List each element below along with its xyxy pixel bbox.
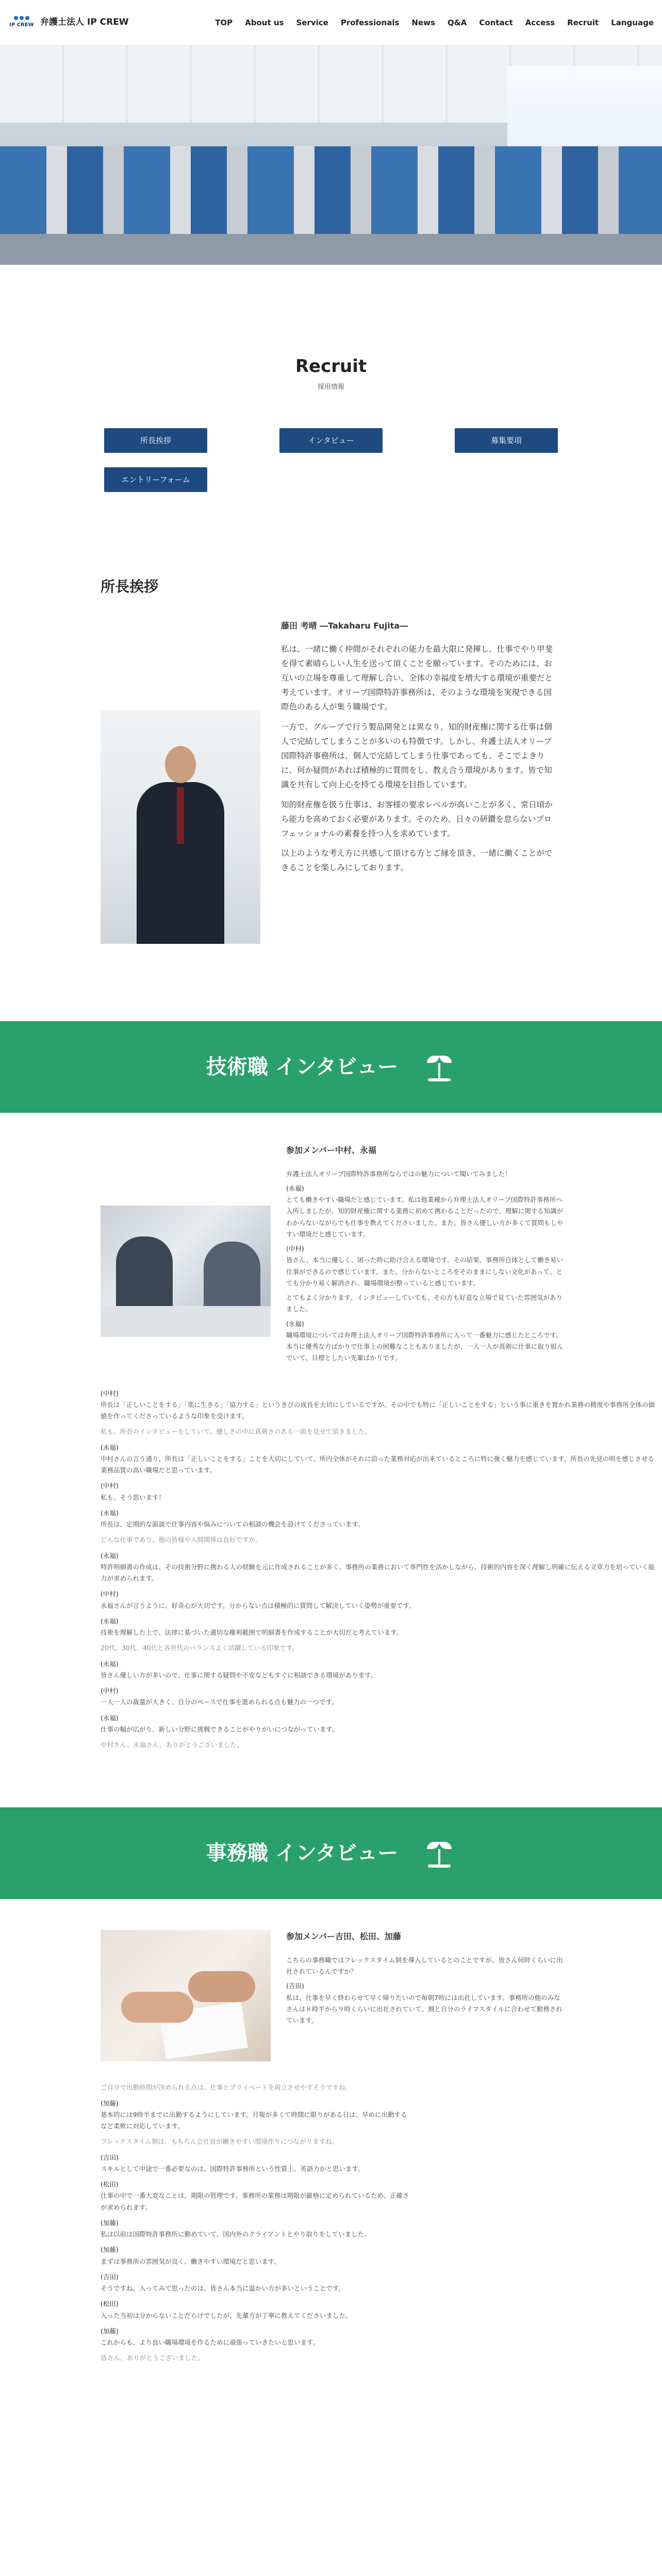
qa-block: (加藤) まずは事務所の雰囲気が良く、働きやすい環境だと思います。 bbox=[101, 2246, 280, 2265]
nav-item-access[interactable]: Access bbox=[525, 18, 555, 27]
qa-block: 私も、所長のインタビューをしていて、優しさの中に真剣さのある一面を見せて頂きました。 bbox=[101, 1428, 371, 1436]
office-interview-top bbox=[101, 1930, 662, 2061]
tech-interview-body bbox=[101, 1388, 655, 1751]
greeting-paragraph: 私は、一緒に働く仲間がそれぞれの能力を最大限に発揮し、仕事でやり甲斐を得て素晴らしい人生を送って頂くことを願っています。そのためには、お互いの立場を尊重して理解し合い、全体の幸福度を増大する環境が重要だと考えています。オリーブ国際特許事務所は、そのような環境を実現できる国際色のある人が集う職場です。 bbox=[281, 644, 553, 712]
greeting-button[interactable]: 所長挨拶 bbox=[104, 428, 207, 453]
director-photo bbox=[101, 710, 260, 944]
nav-item-news[interactable]: News bbox=[411, 18, 435, 27]
nav-item-professionals[interactable]: Professionals bbox=[340, 18, 400, 27]
interview-button[interactable]: インタビュー bbox=[279, 428, 383, 453]
qa-block: (松田) 仕事の中で一番大変なことは、期限の管理です。事務所の業務は期限が厳格に定められているため、正確さが求められます。 bbox=[101, 2180, 409, 2211]
qa-block: 中村さん、永福さん、ありがとうございました。 bbox=[101, 1741, 243, 1749]
office-interview-body bbox=[101, 2082, 410, 2364]
qa-block: (中村) 皆さん、本当に優しく、困った時に助け合える環境です。その結果、事務所自体として働き易い仕事ができるので感じています。また、分からないところをそのままにしない文化があって、とても分かり易く解消され、職場環境が整っていると感じています。 bbox=[286, 1245, 564, 1287]
hero-office-image bbox=[0, 45, 662, 265]
qa-block: (永福) 中村さんの言う通り、所長は「正しいことをする」ことを大切にしていて、所内全体がそれに沿った業務対応が出来ているところに特に強く魅力を感じています。所長の先見の明を感じさせる業務品質の高い職場だと思っています。 bbox=[101, 1443, 654, 1475]
qa-block: ご自分で出勤時間が決められる点は、仕事とプライベートを両立させやすそうですね。 bbox=[101, 2083, 352, 2092]
page-title-block bbox=[0, 352, 662, 393]
ip-crew-logo-icon bbox=[8, 10, 35, 35]
qa-block: とてもよく分かります。インタビューしていても、その方も好意な立場で見ていた雰囲気がありました。 bbox=[286, 1294, 563, 1313]
nav-item-contact[interactable]: Contact bbox=[479, 18, 513, 27]
qa-block: (永福) 所長は、定期的な面談で仕事内容や悩みについての相談の機会を設けてくださっています。 bbox=[101, 1509, 365, 1529]
tech-intro: 弁護士法人オリーブ国際特許事務所ならではの魅力について聞いてみました！ bbox=[286, 1170, 511, 1178]
page-title: Recruit bbox=[295, 356, 367, 377]
qa-block: (松田) 入った当初は分からないことだらけでしたが、先輩方が丁寧に教えてくださいました。 bbox=[101, 2300, 352, 2319]
nav-item-qa[interactable]: Q&A bbox=[447, 18, 467, 27]
qa-block: (中村) 私も、そう思います！ bbox=[101, 1482, 166, 1501]
office-intro: こちらの事務職ではフレックスタイム制を導入しているとのことですが、皆さん何時くらいに出社されているんですか？ bbox=[286, 1956, 563, 1976]
office-interview-title: 事務職 インタビュー bbox=[206, 1841, 399, 1866]
qa-block: どんな仕事であり、他の皆様や人間関係は良好ですか。 bbox=[101, 1536, 262, 1544]
anchor-buttons bbox=[0, 428, 662, 492]
nav-item-recruit[interactable]: Recruit bbox=[567, 18, 599, 27]
site-header bbox=[0, 0, 662, 45]
greeting-section bbox=[101, 619, 662, 944]
greeting-paragraph: 知的財産権を扱う仕事は、お客様の要求レベルが高いことが多く、常日頃から能力を高めておく必要があります。そのため、日々の研鑽を怠らないプロフェッショナルの素養を持つ人を求めています。 bbox=[281, 800, 553, 839]
nav-item-service[interactable]: Service bbox=[296, 18, 328, 27]
greeting-heading: 所長挨拶 bbox=[101, 578, 159, 596]
qa-block: (永福) 特許明細書の作成は、その技術分野に携わる人の経験を元に作成されることが多く、事務所の業務において専門性を活かしながら、技術的内容を深く理解し明確に伝える文章力を培っていく能力が求められます。 bbox=[101, 1551, 655, 1583]
qa-block: (永福) 皆さん優しい方が多いので、仕事に関する疑問や不安などもすぐに相談できる環境があります。 bbox=[101, 1659, 377, 1679]
sprout-icon bbox=[423, 1050, 456, 1083]
qa-block: (永福) 仕事の幅が広がり、新しい分野に挑戦できることがやりがいにつながっています。 bbox=[101, 1714, 339, 1733]
sprout-icon bbox=[423, 1837, 456, 1870]
greeting-text bbox=[281, 619, 559, 944]
qa-block: 20代、30代、40代と各世代のバランスよく活躍している印象です。 bbox=[101, 1644, 299, 1652]
greeting-paragraph: 一方で、グループで行う製品開発とは異なり、知的財産権に関する仕事は個人で完結してしまうことが多いのも特徴です。しかし、弁護士法人オリーブ国際特許事務所は、個人で完結してしまう仕事であっても、そこでよきりに、何か疑問があれば積極的に質問をし、教え合う環境があります。皆で知識を共有して向上心を持てる環境を目指しています。 bbox=[281, 722, 552, 790]
logo[interactable] bbox=[8, 10, 129, 35]
logo-text: IP CREW bbox=[9, 22, 34, 28]
nav-item-top[interactable]: TOP bbox=[215, 18, 233, 27]
firm-name: 弁護士法人 IP CREW bbox=[40, 16, 129, 27]
qa-block: (加藤) 基本的には9時半までに出勤するようにしています。月報が多くて時間に限りがある日は、早めに出勤するなど柔軟に対応しています。 bbox=[101, 2099, 407, 2130]
qa-block: (永福) 技術を理解した上で、法律に基づいた適切な権利範囲で明細書を作成することが大切だと考えています。 bbox=[101, 1617, 403, 1637]
qa-block: (吉田) スキルとして中途で一番必要なのは、国際特許事務所という性質上、英語力かと思います。 bbox=[101, 2153, 365, 2173]
qa-block: (吉田) そうですね。入ってみて思ったのは、皆さん本当に温かい方が多いということです。 bbox=[101, 2273, 345, 2293]
nav-item-language[interactable]: Language bbox=[611, 18, 654, 27]
office-interview-photo bbox=[101, 1930, 271, 2061]
nav-item-about[interactable]: About us bbox=[245, 18, 284, 27]
office-interview-band bbox=[0, 1807, 662, 1899]
qa-block: (吉田) 私は、仕事を早く終わらせて早く帰りたいので毎朝7時には出社しています。事務所の他のみなさんは８時半から９時くらいに出社されていて、割と自分のライフスタイルに合わせて勤務されています。 bbox=[286, 1982, 562, 2025]
tech-interview-photo bbox=[101, 1206, 271, 1337]
tech-interview-side bbox=[286, 1144, 565, 1367]
qa-block: (永福) とても働きやすい職場だと感じています。私は他業種から弁理士法人オリーブ国際特許事務所へ入所しましたが、知的財産権に関する業務に初めて携わることだったので、理解に関する知識がわからないながらでも仕事を教えてくださいました。また、皆さん優しい方が多くて質問もしやすい環境だと感じています。 bbox=[286, 1184, 564, 1238]
qa-block: (加藤) 私は以前は国際特許事務所に勤めていて、国内外のクライアントとやり取りをしていました。 bbox=[101, 2218, 371, 2239]
qa-block: (中村) 所長は「正しいことをする」「楽に生きる」「協力する」というきびの成長を大切にしているですが、その中でも特に「正しいことをする」という事に重きを置かれ業務の精度や事務所全体の価値を作ってくださっているような印象を受けます。 bbox=[101, 1389, 655, 1420]
greeting-paragraph: 以上のような考え方に共感して頂ける方とご縁を頂き、一緒に働くことができることを楽しみにしております。 bbox=[281, 849, 553, 873]
office-participants: 参加メンバー吉田、松田、加藤 bbox=[286, 1931, 401, 1942]
requirements-button[interactable]: 募集要項 bbox=[455, 428, 558, 453]
office-interview-side bbox=[286, 1930, 565, 2061]
tech-interview-top bbox=[101, 1144, 662, 1367]
tech-interview-band bbox=[0, 1021, 662, 1113]
tech-interview-title: 技術職 インタビュー bbox=[206, 1055, 399, 1079]
page-subtitle: 採用情報 bbox=[317, 383, 344, 392]
entry-form-button[interactable]: エントリーフォーム bbox=[104, 467, 207, 492]
qa-block: フレックスタイム制は、もちろん会社員が働きやすい環境作りにつながりますね。 bbox=[101, 2138, 339, 2146]
qa-block: 皆さん、ありがとうございました。 bbox=[101, 2354, 204, 2362]
director-name: 藤田 考晴 ―Takaharu Fujita― bbox=[281, 620, 408, 631]
qa-block: (永福) 職場環境については弁理士法人オリーブ国際特許事務所に入って一番魅力に感じたところです。本当に優秀な方ばかりで仕事上の困難なこともありましたが、一人一人が真剣に仕事に取り組んでいて、目標としたい先輩ばかりです。 bbox=[286, 1319, 564, 1362]
tech-participants: 参加メンバー中村、永福 bbox=[286, 1145, 376, 1155]
qa-block: (加藤) これからも、より良い職場環境を作るために頑張っていきたいと思います。 bbox=[101, 2327, 320, 2347]
qa-block: (中村) 永福さんが言うように、好奇心が大切です。分からない点は積極的に質問して解決していく姿勢が重要です。 bbox=[101, 1590, 416, 1609]
main-nav bbox=[215, 16, 654, 29]
qa-block: (中村) 一人一人の裁量が大きく、自分のペースで仕事を進められる点も魅力の一つです。 bbox=[101, 1687, 338, 1706]
